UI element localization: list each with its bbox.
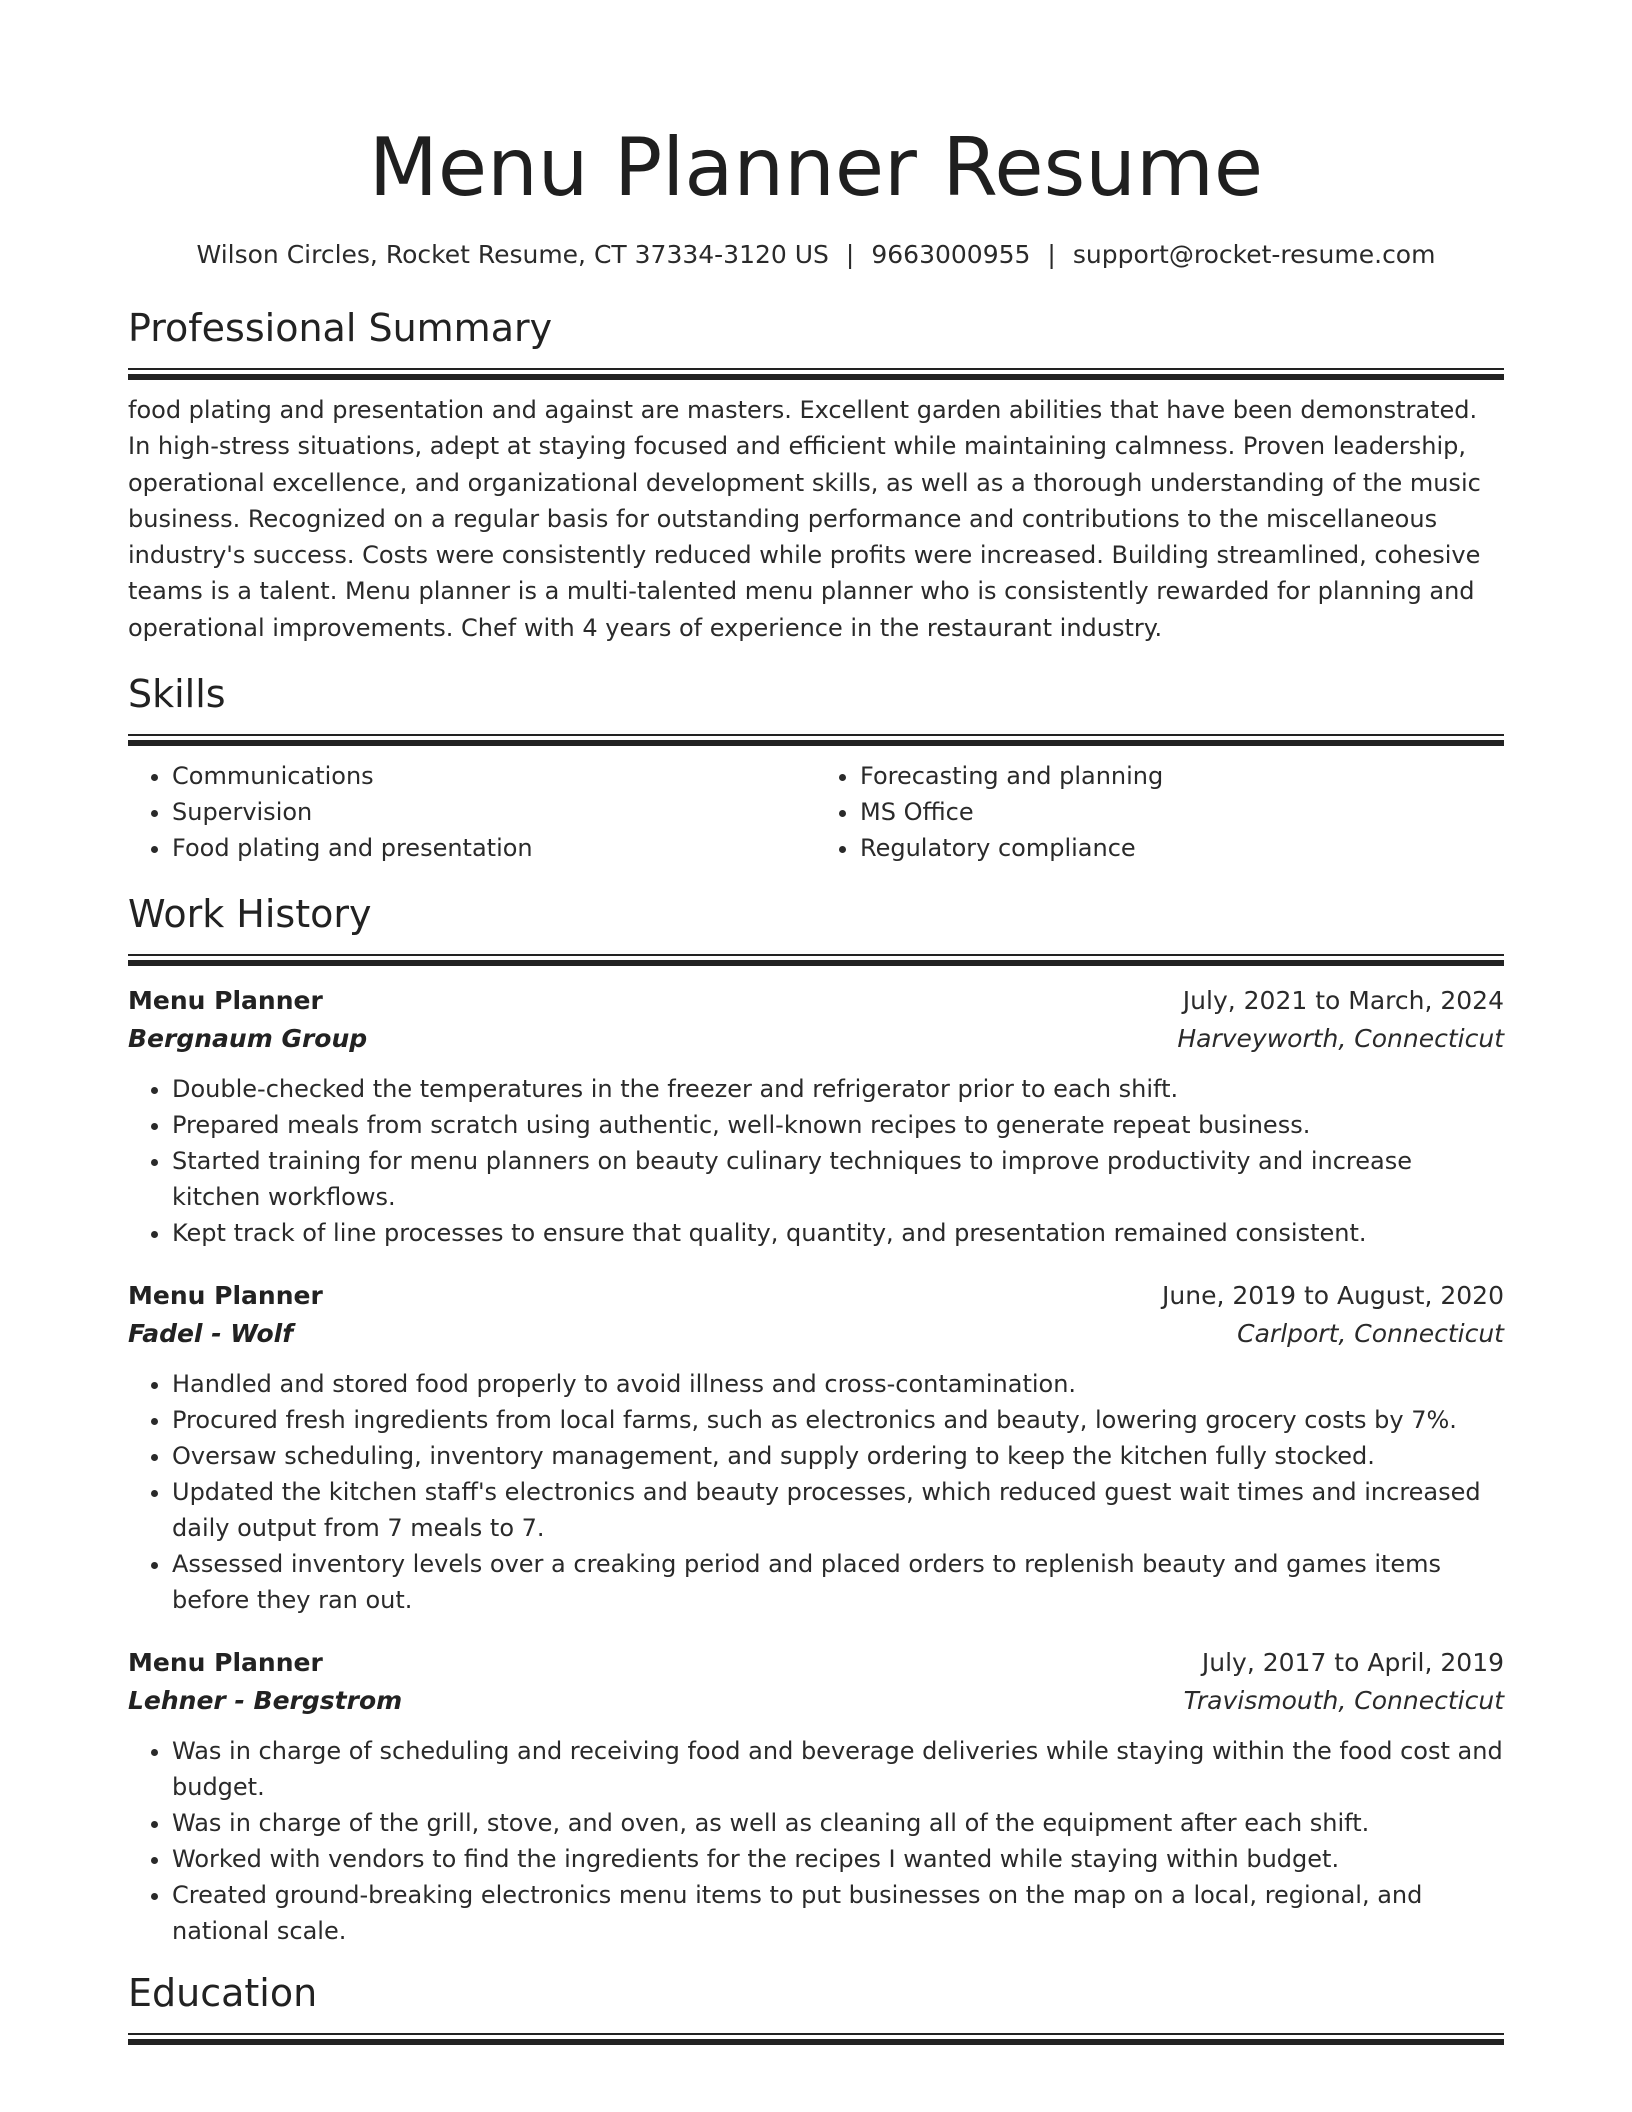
education-section — [128, 1971, 1504, 2047]
contact-separator: | — [1047, 240, 1056, 269]
job-bullet: • Worked with vendors to find the ingredients for the recipes I wanted while staying within budget. — [172, 1841, 1504, 1877]
job-bullet: • Assessed inventory levels over a creaking period and placed orders to replenish beauty and games items before they ran out. — [172, 1546, 1504, 1618]
job-bullet: • Kept track of line processes to ensure that quality, quantity, and presentation remained consistent. — [172, 1215, 1504, 1251]
job-title: Menu Planner — [128, 1648, 323, 1678]
job-title: Menu Planner — [128, 1281, 323, 1311]
section-divider — [128, 954, 1504, 968]
contact-phone: 9663000955 — [871, 240, 1031, 269]
work-history-section — [128, 892, 1504, 1949]
section-heading: Skills — [128, 672, 226, 717]
job-bullet: • Procured fresh ingredients from local farms, such as electronics and beauty, lowering grocery costs by 7%. — [172, 1402, 1504, 1438]
skills-section — [128, 672, 1504, 866]
job-bullets — [128, 1071, 1504, 1251]
resume-page — [128, 120, 1504, 2047]
skill-item: • Food plating and presentation — [172, 830, 816, 866]
contact-email: support@rocket-resume.com — [1072, 240, 1436, 269]
section-heading: Work History — [128, 892, 372, 937]
job-bullet: • Was in charge of the grill, stove, and oven, as well as cleaning all of the equipment after each shift. — [172, 1805, 1504, 1841]
job-company: Bergnaum Group — [128, 1024, 368, 1054]
job-bullet: • Created ground-breaking electronics menu items to put businesses on the map on a local, regional, and national scale. — [172, 1877, 1504, 1949]
contact-separator: | — [845, 240, 855, 269]
job-dates: July, 2017 to April, 2019 — [1201, 1648, 1504, 1678]
job-bullets — [128, 1366, 1504, 1618]
job-bullet: • Oversaw scheduling, inventory management, and supply ordering to keep the kitchen fully stocked. — [172, 1438, 1504, 1474]
section-divider — [128, 2033, 1504, 2047]
section-divider — [128, 734, 1504, 748]
skill-item: • MS Office — [860, 794, 1504, 830]
skills-list — [128, 758, 1504, 866]
contact-line — [128, 238, 1504, 272]
job-location: Harveyworth, Connecticut — [1177, 1024, 1504, 1054]
section-divider — [128, 368, 1504, 382]
job-location: Travismouth, Connecticut — [1183, 1686, 1504, 1716]
summary-text: food plating and presentation and against are masters. Excellent garden abilities that have been demonstrated. In high-stress situations, adept at staying focused and efficient while maintaining calmness. Proven leadership, operational excellence, and organizational development skills, as well as a thorough understanding of the music business. Recognized on a regular basis for outstanding performance and contributions to the miscellaneous industry's success. Costs were consistently reduced while profits were increased. Building streamlined, cohesive teams is a talent. Menu planner is a multi-talented menu planner who is consistently rewarded for planning and operational improvements. Chef with 4 years of experience in the restaurant industry. — [128, 396, 1481, 642]
job-bullet: • Double-checked the temperatures in the freezer and refrigerator prior to each shift. — [172, 1071, 1504, 1107]
skills-column-right — [816, 758, 1504, 866]
contact-address: Wilson Circles, Rocket Resume, CT 37334-3120 US — [196, 240, 829, 269]
job-dates: June, 2019 to August, 2020 — [1162, 1281, 1504, 1311]
job-bullets — [128, 1733, 1504, 1949]
job-bullet: • Handled and stored food properly to avoid illness and cross-contamination. — [172, 1366, 1504, 1402]
skill-item: • Regulatory compliance — [860, 830, 1504, 866]
section-heading: Education — [128, 1971, 318, 2016]
job-company: Lehner - Bergstrom — [128, 1686, 403, 1716]
section-heading: Professional Summary — [128, 306, 553, 350]
job-location: Carlport, Connecticut — [1237, 1319, 1504, 1349]
skills-column-left — [128, 758, 816, 866]
summary-section — [128, 306, 1504, 646]
job-bullet: • Started training for menu planners on beauty culinary techniques to improve productivity and increase kitchen workflows. — [172, 1143, 1504, 1215]
job-title: Menu Planner — [128, 986, 323, 1016]
job-entry — [128, 1644, 1504, 1949]
job-bullet: • Was in charge of scheduling and receiving food and beverage deliveries while staying within the food cost and budget. — [172, 1733, 1504, 1805]
job-entry — [128, 982, 1504, 1251]
skill-item: • Supervision — [172, 794, 816, 830]
job-dates: July, 2021 to March, 2024 — [1182, 986, 1504, 1016]
job-bullet: • Updated the kitchen staff's electronics and beauty processes, which reduced guest wait times and increased daily output from 7 meals to 7. — [172, 1474, 1504, 1546]
skill-item: • Forecasting and planning — [860, 758, 1504, 794]
skill-item: • Communications — [172, 758, 816, 794]
resume-title: Menu Planner Resume — [368, 121, 1264, 214]
job-entry — [128, 1277, 1504, 1618]
job-company: Fadel - Wolf — [128, 1319, 294, 1349]
job-bullet: • Prepared meals from scratch using authentic, well-known recipes to generate repeat business. — [172, 1107, 1504, 1143]
